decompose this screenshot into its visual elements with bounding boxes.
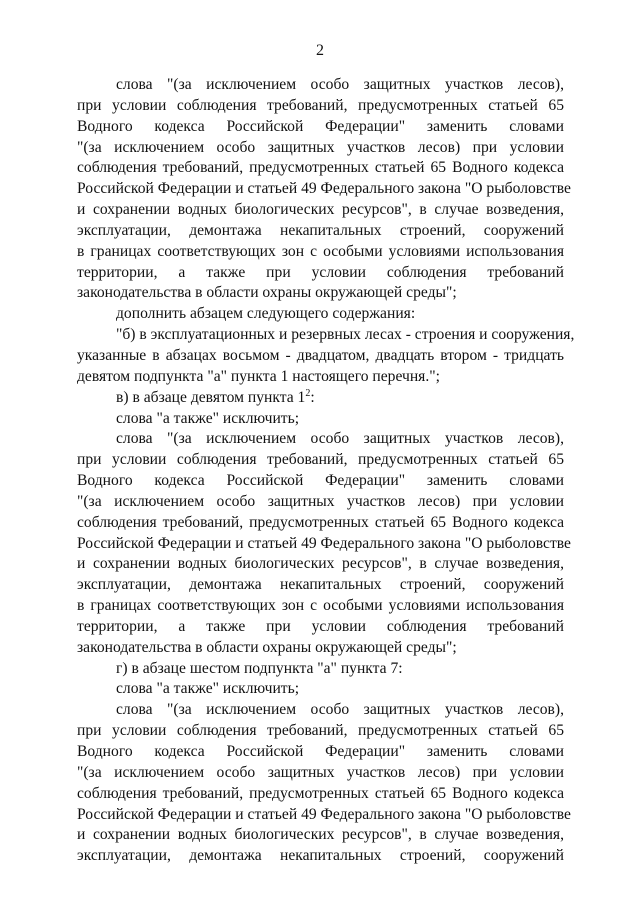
text-line-content: Российской Федерации и статьей 49 Федерального закона "О рыболовстве [77, 805, 571, 823]
text-line [77, 346, 564, 367]
text-line [77, 846, 564, 867]
text-line [77, 325, 575, 346]
text-line-content: слова "(за исключением особо защитных участков лесов), [116, 701, 564, 719]
text-line-content: указанные в абзацах восьмом - двадцатом, двадцать втором - тридцать [77, 346, 564, 364]
text-line-content: Российской Федерации и статьей 49 Федерального закона "О рыболовстве [77, 534, 571, 552]
text-line-content: г) в абзаце шестом подпункта "а" пункта 7: [116, 659, 403, 677]
text-line [77, 742, 564, 763]
text-line-content: "б) в эксплуатационных и резервных лесах - строения и сооружения, [116, 326, 575, 344]
text-line [77, 492, 564, 513]
text-line-content: "(за исключением особо защитных участков лесов) при условии [77, 138, 564, 156]
text-line [77, 805, 571, 826]
text-line [77, 763, 564, 784]
text-line [77, 221, 564, 242]
text-line [77, 679, 564, 700]
text-line-content: соблюдения требований, предусмотренных статьей 65 Водного кодекса [77, 159, 564, 177]
text-line [77, 304, 564, 325]
text-line [77, 450, 564, 471]
text-line-content: Российской Федерации и статьей 49 Федерального закона "О рыболовстве [77, 180, 571, 198]
text-line-content: слова "(за исключением особо защитных участков лесов), [116, 430, 564, 448]
text-line-content: и сохранении водных биологических ресурсов", в случае возведения, [77, 201, 564, 219]
text-line-content: в границах соответствующих зон с особыми условиями использования [77, 242, 564, 260]
text-line [77, 617, 564, 638]
text-line-content: Водного кодекса Российской Федерации" заменить словами [77, 117, 564, 135]
page-number: 2 [316, 42, 324, 59]
text-line-content: при условии соблюдения требований, предусмотренных статьей 65 [77, 96, 564, 114]
text-line-content: Водного кодекса Российской Федерации" заменить словами [77, 472, 564, 490]
text-line-content: эксплуатации, демонтажа некапитальных строений, сооружений [77, 576, 564, 594]
text-line-content: территории, а также при условии соблюдения требований [77, 617, 564, 635]
text-line [77, 409, 564, 430]
document-body [77, 75, 575, 867]
text-line [77, 117, 564, 138]
text-line-content: в границах соответствующих зон с особыми условиями использования [77, 597, 564, 615]
text-line [77, 784, 564, 805]
text-line-content: эксплуатации, демонтажа некапитальных строений, сооружений [77, 221, 564, 239]
text-line-content: Водного кодекса Российской Федерации" заменить словами [77, 743, 564, 760]
text-line-content: слова "(за исключением особо защитных участков лесов), [116, 76, 564, 93]
text-line-content: территории, а также при условии соблюдения требований [77, 263, 564, 281]
text-line [77, 283, 564, 304]
text-line-content: соблюдения требований, предусмотренных статьей 65 Водного кодекса [77, 784, 564, 802]
text-line [77, 638, 564, 659]
text-line [77, 96, 564, 117]
text-line-content: дополнить абзацем следующего содержания: [116, 305, 416, 323]
text-line [77, 429, 564, 450]
text-line [77, 721, 564, 742]
text-line-content: при условии соблюдения требований, предусмотренных статьей 65 [77, 722, 564, 740]
text-line-content: соблюдения требований, предусмотренных статьей 65 Водного кодекса [77, 513, 564, 531]
text-line [77, 200, 564, 221]
text-line-content: "(за исключением особо защитных участков лесов) при условии [77, 763, 564, 781]
text-line-content: законодательства в области охраны окружающей среды"; [77, 284, 457, 302]
text-line [77, 367, 564, 388]
text-line-content: слова "а также" исключить; [116, 409, 300, 427]
text-line-content: и сохранении водных биологических ресурсов", в случае возведения, [77, 826, 564, 844]
text-line-content: законодательства в области охраны окружающей среды"; [77, 638, 457, 656]
text-line [77, 700, 564, 721]
text-line [77, 242, 564, 263]
text-line [77, 554, 564, 575]
text-line [77, 534, 571, 555]
text-line-content: эксплуатации, демонтажа некапитальных строений, сооружений [77, 847, 564, 865]
text-line [77, 263, 564, 284]
text-line-content: в) в абзаце девятом пункта 1 [116, 388, 306, 406]
text-line-content: девятом подпункта "а" пункта 1 настоящего перечня."; [77, 367, 440, 385]
text-line-content: при условии соблюдения требований, предусмотренных статьей 65 [77, 451, 564, 469]
text-line-suffix: : [310, 388, 315, 406]
text-line [77, 596, 564, 617]
text-line [77, 825, 564, 846]
text-line-content: "(за исключением особо защитных участков лесов) при условии [77, 492, 564, 510]
text-line [77, 659, 564, 680]
text-line [77, 575, 564, 596]
text-line-content: и сохранении водных биологических ресурсов", в случае возведения, [77, 555, 564, 573]
text-line-content: слова "а также" исключить; [116, 680, 300, 698]
text-line [77, 158, 564, 179]
superscript: 2 [305, 387, 311, 399]
text-line [77, 471, 564, 492]
text-line [77, 75, 564, 96]
text-line [77, 138, 564, 159]
text-line [77, 513, 564, 534]
text-line [77, 388, 564, 409]
text-line [77, 179, 571, 200]
